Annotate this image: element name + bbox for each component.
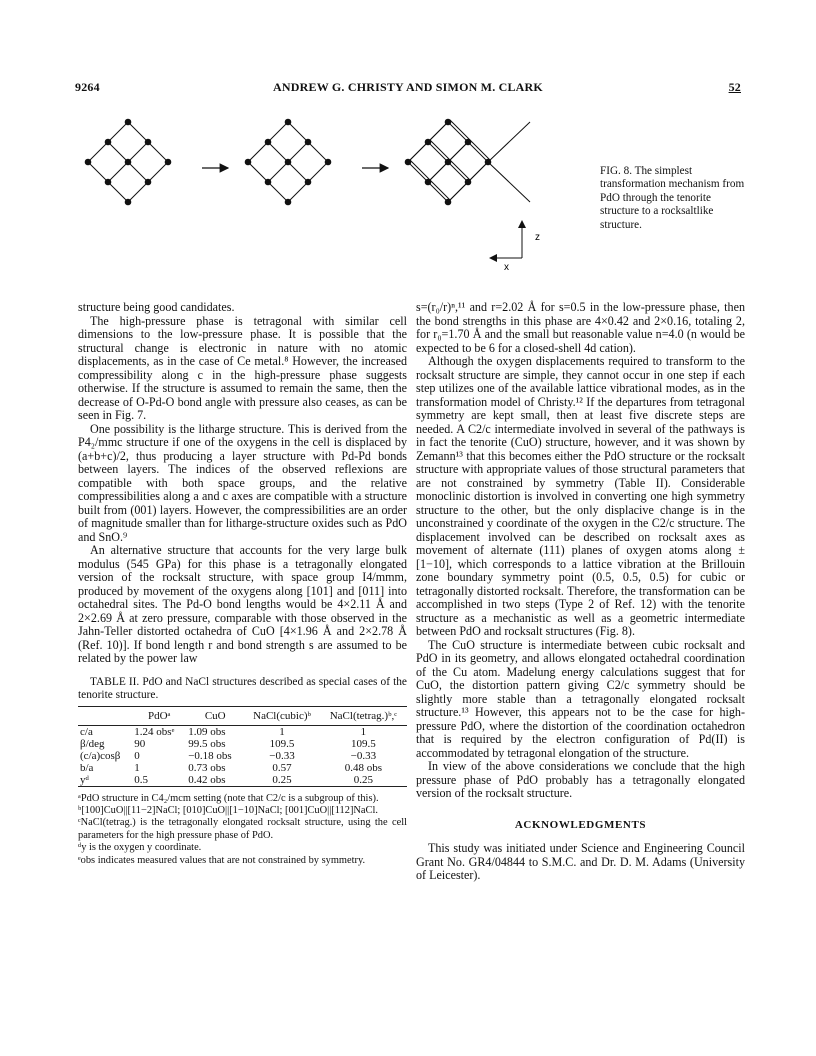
footnote: ᵃPdO structure in C4₂/mcm setting (note that C2/c is a subgroup of this). [78,792,379,804]
bond-line [108,122,128,142]
bond-line [108,142,128,162]
table-cell: 0 [134,749,140,762]
atom-dot [425,179,432,186]
bond-line [108,182,128,202]
paragraph: An alternative structure that accounts for the very large bulk modulus (545 GPa) for this phase is a tetragonally elongated version of the rocksalt structure, with space group I4/mmm, produced by movement of the oxygens along [101] and [011] into octahedral sites. The Pd-O bond lengths would be 4×2.11 Å and 2×2.69 Å at zero pressure, comparable with those observed in the Jahn-Teller distorted octahedra of CuO [4×1.96 Å and 2×2.78 Å (Ref. 10)]. If bond length r and bond strength s are assumed to be related by the power law [78,543,407,665]
atom-dot [285,159,292,166]
footnote: ᵈy is the oxygen y coordinate. [78,842,202,854]
x-axis-label: x [504,262,509,273]
atom-dot [125,159,132,166]
paragraph: The high-pressure phase is tetragonal with similar cell dimensions to the low-pressure phase. It is possible that the structural change is electronic in nature with no atomic displacements, as in the case of Ce metal.⁸ However, the increased compressibility along c in the high-pressure phase suggests otherwise. If the structure is assumed to remain the same, then the decrease of O-Pd-O bond angle with pressure also ceases, as can be seen in Fig. 7. [78,313,407,422]
table-row [78,725,407,738]
table-cell: b/a [80,761,94,774]
table-cell: 0.25 [353,773,374,786]
lattice-tenorite [245,119,332,206]
atom-dot [265,139,272,146]
volume-number: 52 [728,80,741,94]
table-cell: 90 [134,737,146,750]
table-cell: 99.5 obs [188,737,226,750]
paragraph: Although the oxygen displacements required to transform to the rocksalt structure are simple, they cannot occur in one step if each step utilizes one of the available lattice vibrational modes, as in the transformation model of Christy.¹² If the departures from tetragonal symmetry are kept small, then at least five discrete steps are needed. A C2/c intermediate involved in several of the pathways is in fact the tenorite (CuO) structure, however, and it was shown by Zemann¹³ that this becomes either the PdO structure or the rocksalt structure with appropriate values of those structural parameters that are not constrained by symmetry (Table II). Considerable monoclinic distortion is involved in converting one high symmetry structure to the other, but the only displacive change is in the unconstrained y coordinate of the oxygen in the C2/c structure. The displacement involved can be described on rocksalt axes as movement of alternate (111) planes of oxygen atoms along ±[1−10], which corresponds to a lattice vibration at the Brillouin zone boundary symmetry point (0.5, 0.5, 0.5) for cubic or tetragonally distorted rocksalt. Therefore, the transformation can be accomplished in two steps (Type 2 of Ref. 12) with the tenorite structure as a mechanistic as well as a geometric intermediate between PdO and rocksalt structures (Fig. 8). [416,354,745,638]
table-cell: (c/a)cosβ [80,749,121,762]
table-title: TABLE II. PdO and NaCl structures described as special cases of the tenorite structure. [78,675,407,701]
bond-line [428,182,448,202]
table-row [78,774,407,787]
bond-line [308,162,328,182]
atom-dot [165,159,172,166]
lattice-pdo [85,119,172,206]
atom-dot [285,119,292,126]
atom-dot [445,199,452,206]
bond-line [268,162,288,182]
bond-line [128,162,148,182]
bond-line [488,162,530,202]
table-header-cell [78,706,132,725]
table-cell: 1.24 obsᵉ [134,725,175,738]
table-header-cell: NaCl(cubic)ᵇ [253,709,311,722]
bond-line [128,122,148,142]
left-column [78,301,407,867]
bond-line [128,142,148,162]
page-number: 9264 [75,80,100,94]
table-footnotes [78,793,407,867]
table-header-cell: NaCl(tetrag.)ᵇ,ᶜ [329,709,398,722]
atom-dot [105,139,112,146]
bond-line [430,140,450,160]
atom-dot [145,139,152,146]
bond-line [468,142,488,162]
bond-line [268,182,288,202]
paragraph: In view of the above considerations we conclude that the high pressure phase of PdO probably has a tetragonally elongated version of the rocksalt structure. [416,759,745,800]
z-axis-label: z [535,232,540,243]
table-cell: 1 [360,725,367,738]
atom-dot [465,179,472,186]
table-cell: 109.5 [269,737,295,750]
running-title: ANDREW G. CHRISTY AND SIMON M. CLARK [273,80,543,94]
atom-dot [445,159,452,166]
footnote: ᵉobs indicates measured values that are not constrained by symmetry. [78,854,366,866]
bond-line [308,142,328,162]
table-row [78,762,407,774]
bond-line [448,122,468,142]
acknowledgments-heading: ACKNOWLEDGMENTS [514,818,647,831]
bond-line [408,162,428,182]
atom-dot [305,139,312,146]
atom-dot [465,139,472,146]
table-header-row [78,706,407,725]
atom-dot [285,199,292,206]
atom-dot [105,179,112,186]
bond-line [248,142,268,162]
bond-line [148,142,168,162]
table-cell: 0.25 [272,773,292,786]
bond-line [470,140,490,160]
bond-line [268,122,288,142]
bond-line [430,180,450,200]
bond-line [288,182,308,202]
figure-caption: FIG. 8. The simplest transformation mechanism from PdO through the tenorite structure to a rocksaltlike structure. [600,165,745,231]
atom-dot [125,199,132,206]
paragraph: The CuO structure is intermediate between cubic rocksalt and PdO in its geometry, and allows elongated octahedral coordination of the Cu atom. Madelung energy calculations suggest that for CuO, the distortion pattern giving C2/c symmetry should be slightly more stable than a tetragonally elongated rocksalt structure.¹³ However, this appears not to be the case for high-pressure PdO, where the distortion of the coordination octahedron that is required by the electron configuration of Pd(II) is accommodated by tetragonal elongation of the structure. [416,637,745,760]
atom-dot [85,159,92,166]
table-header-cell: CuO [204,709,226,722]
bond-line [448,162,468,182]
table-2 [78,706,407,787]
table-cell: 109.5 [351,737,376,750]
bond-line [288,142,308,162]
figure-8-diagram [70,108,590,278]
bond-line [88,162,108,182]
bond-line [450,120,470,140]
atom-dot [145,179,152,186]
table-row [78,750,407,762]
bond-line [148,162,168,182]
bond-line [88,142,108,162]
atom-dot [125,119,132,126]
paragraph: One possibility is the litharge structure. This is derived from the P4₂/mmc structure if one of the oxygens in the cell is displaced by (a+b+c)/2, thus producing a layer structure with Pd-Pd bonds between layers. The indices of the observed reflexions are compatible with both space groups, and the relative compressibilities along a and c axes are compatible with a structure built from (001) layers. However, the compressibilities are an order of magnitude smaller than for litharge-structure oxides such as PdO and SnO.⁹ [78,421,407,544]
atom-dot [265,179,272,186]
bond-line [428,142,448,162]
lattice-rocksalt [405,119,530,206]
bond-line [288,162,308,182]
bond-line [108,162,128,182]
table-row [78,738,407,750]
bond-line [288,122,308,142]
bond-line [248,162,268,182]
table-cell: 0.42 obs [188,773,226,786]
table-header-cell: PdOᵃ [147,709,171,722]
table-cell: β/deg [80,737,105,750]
bond-line [488,122,530,162]
table-cell: −0.33 [269,749,295,762]
bond-line [128,182,148,202]
atom-dot [245,159,252,166]
footnote: ᶜNaCl(tetrag.) is the tetragonally elongated rocksalt structure, using the cell parameters for the high pressure phase of PdO. [78,817,407,841]
table-cell: 0.57 [272,761,292,774]
atom-dot [305,179,312,186]
table-cell: 0.5 [134,773,149,786]
atom-dot [325,159,332,166]
table-cell: −0.18 obs [188,749,232,762]
bond-line [410,160,430,180]
table-cell: 1.09 obs [188,725,226,738]
table-cell: 1 [134,761,140,774]
atom-dot [405,159,412,166]
table-cell: 0.73 obs [188,761,226,774]
paragraph: structure being good candidates. [78,300,235,314]
table-cell: 0.48 obs [344,761,383,774]
bond-line [268,142,288,162]
footnote: ᵇ[100]CuO||[11−2]NaCl; [010]CuO||[1−10]NaCl; [001]CuO||[112]NaCl. [78,804,378,816]
table-cell: 1 [279,725,285,738]
table-cell: yᵈ [80,773,89,786]
atom-dot [425,139,432,146]
table-cell: −0.33 [350,749,377,762]
bond-line [450,160,470,180]
atom-dot [485,159,492,166]
table-cell: c/a [80,725,93,738]
right-column [416,301,745,883]
acknowledgments-text: This study was initiated under Science and Engineering Council Grant No. GR4/04844 to S.M.C. and Dr. D. M. Adams (University of Leicester). [416,841,745,882]
paragraph: s=(r₀/r)ⁿ,¹¹ and r=2.02 Å for s=0.5 in the low-pressure phase, then the bond strengths in this phase are 4×0.42 and 2×0.16, totaling 2, for r₀=1.70 Å and the small but reasonable value n=4.0 (n would be expected to be 6 for a closed-shell 4d cation). [416,300,745,355]
atom-dot [445,119,452,126]
